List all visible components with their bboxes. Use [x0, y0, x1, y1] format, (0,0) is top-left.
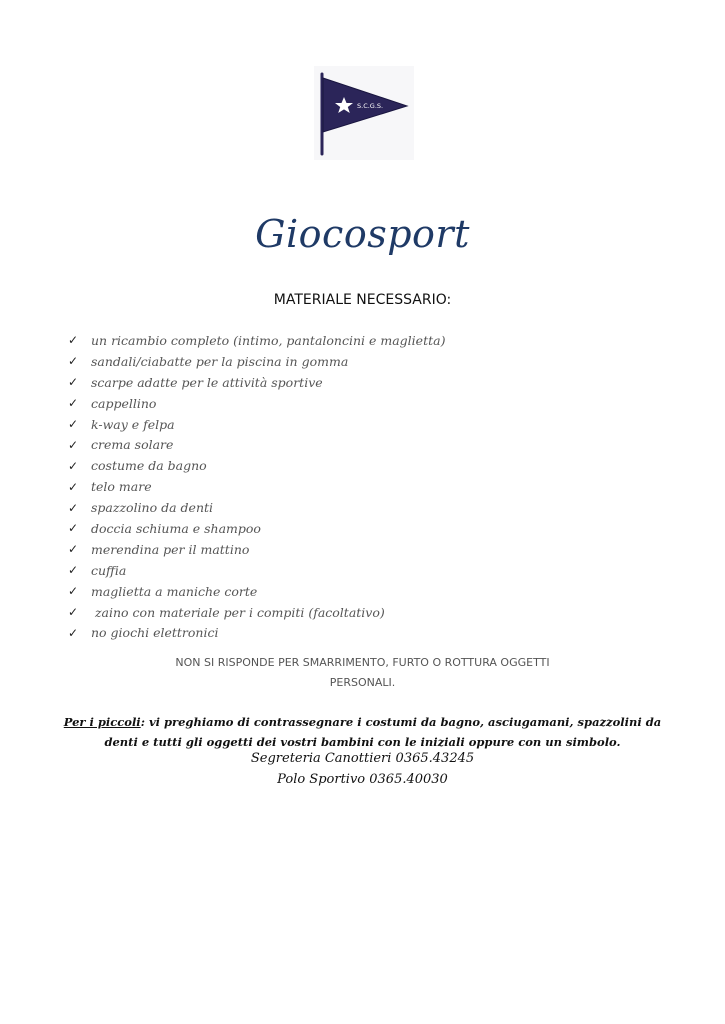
list-item [68, 497, 445, 518]
list-item [68, 602, 445, 623]
list-item-text: no giochi elettronici [91, 625, 219, 641]
disclaimer-line-1: NON SI RISPONDE PER SMARRIMENTO, FURTO O ROTTURA OGGETTI [175, 656, 550, 669]
checkmark-icon: ✓ [68, 542, 79, 557]
checkmark-icon: ✓ [68, 584, 79, 599]
list-item [68, 455, 445, 476]
list-item [68, 476, 445, 497]
checkmark-icon: ✓ [68, 333, 79, 348]
disclaimer-notice [0, 653, 725, 693]
list-item-text: un ricambio completo (intimo, pantaloncini e maglietta) [91, 332, 446, 348]
list-item-text: spazzolino da denti [91, 500, 214, 516]
materials-list [68, 330, 445, 643]
checkmark-icon: ✓ [68, 563, 79, 578]
list-item [68, 351, 445, 372]
list-item-text: doccia schiuma e shampoo [91, 520, 261, 536]
disclaimer-line-2: PERSONALI. [329, 676, 396, 689]
list-item [68, 622, 445, 643]
checkmark-icon: ✓ [68, 458, 79, 473]
list-item-text: sandali/ciabatte per la piscina in gomma [91, 353, 349, 369]
kids-note-separator: : [140, 715, 145, 729]
list-item-text: scarpe adatte per le attività sportive [91, 374, 323, 390]
list-item-text: merendina per il mattino [91, 541, 250, 557]
checkmark-icon: ✓ [68, 396, 79, 411]
checkmark-icon: ✓ [68, 375, 79, 390]
list-item-text: zaino con materiale per i compiti (facoltativo) [91, 604, 385, 620]
list-item-text: k-way e felpa [91, 416, 175, 432]
list-item [68, 581, 445, 602]
checkmark-icon: ✓ [68, 605, 79, 620]
page-title: Giocosport [255, 212, 470, 256]
list-item [68, 518, 445, 539]
checkmark-icon: ✓ [68, 500, 79, 515]
checkmark-icon: ✓ [68, 625, 79, 640]
list-item-text: cuffia [91, 562, 127, 578]
checkmark-icon: ✓ [68, 354, 79, 369]
list-item-text: crema solare [91, 437, 174, 453]
list-item [68, 372, 445, 393]
pennant-flag-icon [314, 66, 414, 160]
list-item-text: cappellino [91, 395, 157, 411]
kids-note [60, 712, 665, 752]
list-item-text: maglietta a maniche corte [91, 583, 258, 599]
logo-text: S.C.G.S. [357, 102, 384, 110]
list-item [68, 434, 445, 455]
list-item-text: costume da bagno [91, 458, 207, 474]
section-heading: MATERIALE NECESSARIO: [273, 292, 452, 308]
contact-polo-sportivo: Polo Sportivo 0365.40030 [277, 772, 448, 787]
list-item [68, 393, 445, 414]
club-logo [314, 66, 414, 160]
kids-note-text: vi preghiamo di contrassegnare i costumi da bagno, asciugamani, spazzolini da denti e tutti gli oggetti dei vostri bambini con le iniziali oppure con un simbolo. [104, 715, 662, 749]
checkmark-icon: ✓ [68, 417, 79, 431]
list-item [68, 539, 445, 560]
list-item [68, 414, 445, 435]
list-item [68, 330, 445, 351]
checkmark-icon: ✓ [68, 521, 79, 536]
list-item-text: telo mare [91, 479, 152, 495]
contact-segreteria: Segreteria Canottieri 0365.43245 [250, 751, 475, 766]
list-item [68, 560, 445, 581]
kids-note-label: Per i piccoli [63, 715, 141, 729]
checkmark-icon: ✓ [68, 437, 79, 452]
checkmark-icon: ✓ [68, 479, 79, 494]
